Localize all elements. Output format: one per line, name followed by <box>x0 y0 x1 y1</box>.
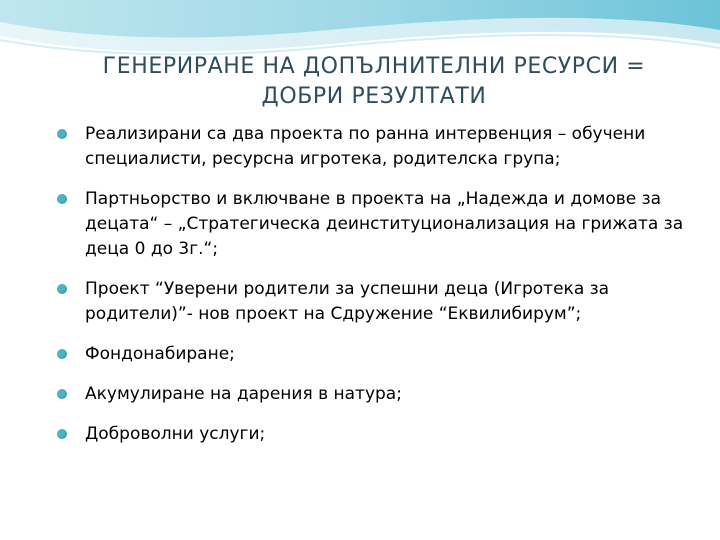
bullet-dot-icon <box>57 349 67 359</box>
bullet-item <box>57 422 697 447</box>
bullet-item <box>57 122 697 172</box>
bullet-text: Акумулиране на дарения в натура; <box>85 384 402 404</box>
bullet-item <box>57 342 697 367</box>
bullet-item <box>57 277 697 327</box>
bullet-item <box>57 187 697 262</box>
bullet-text: Партньорство и включване в проекта на „Надежда и домове за децата“ – „Стратегическа деинституционализация на грижата за деца 0 до 3г.“; <box>85 189 684 259</box>
bullet-dot-icon <box>57 429 67 439</box>
bullet-text: Доброволни услуги; <box>85 424 266 444</box>
bullet-dot-icon <box>57 389 67 399</box>
bullet-dot-icon <box>57 194 67 204</box>
bullet-text: Проект “Уверени родители за успешни деца (Игротека за родители)”- нов проект на Сдружение “Еквилибирум”; <box>85 279 610 324</box>
bullet-text: Фондонабиране; <box>85 344 235 364</box>
bullet-dot-icon <box>57 284 67 294</box>
bullet-text: Реализирани са два проекта по ранна интервенция – обучени специалисти, ресурсна игротека, родителска група; <box>85 124 646 169</box>
bullet-dot-icon <box>57 129 67 139</box>
title-line-1: ГЕНЕРИРАНЕ НА ДОПЪЛНИТЕЛНИ РЕСУРСИ = <box>102 54 646 79</box>
slide-title <box>60 52 688 112</box>
title-line-2: ДОБРИ РЕЗУЛТАТИ <box>261 84 487 109</box>
bullet-list <box>57 122 697 462</box>
bullet-item <box>57 382 697 407</box>
